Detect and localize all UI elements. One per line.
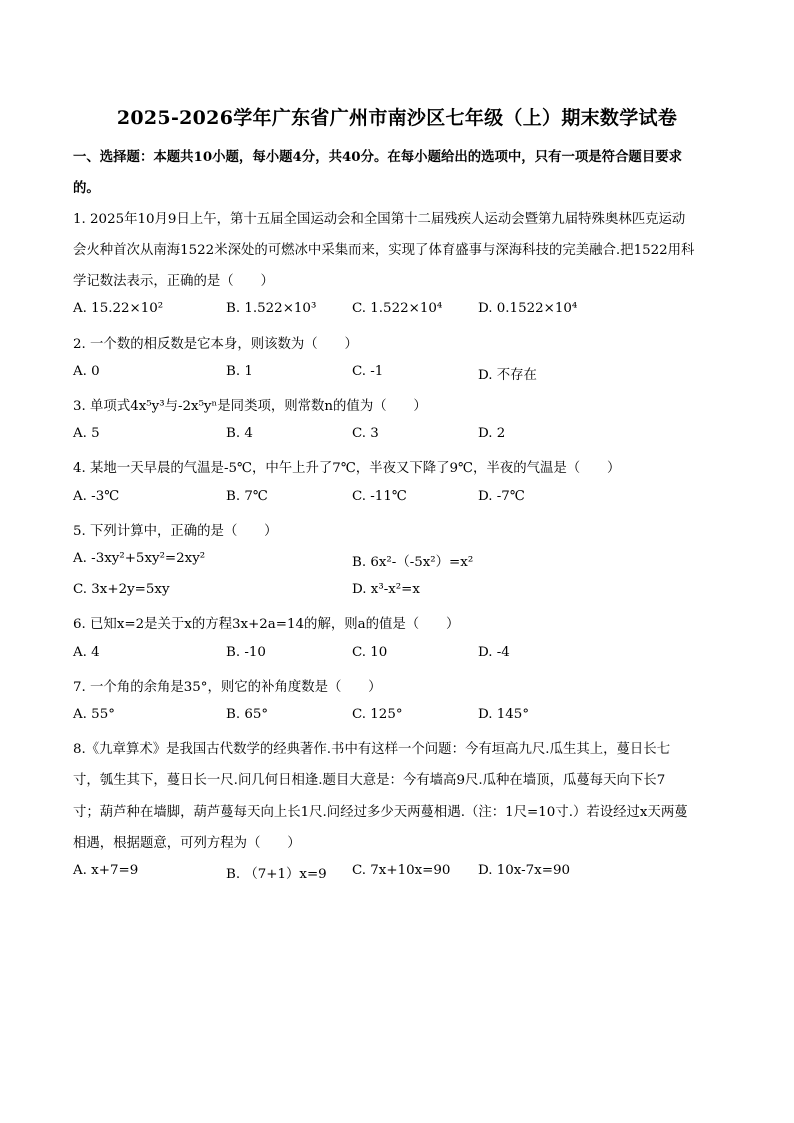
question-8-line-3: 寸；葫芦种在墙脚，葫芦蔓每天向上长1尺.问经过多少天两蔓相遇.（注：1尺=10寸.）若设经过x天两蔓 bbox=[73, 805, 688, 820]
question-2-option-c[interactable]: C. -1 bbox=[352, 364, 384, 379]
question-1-option-d[interactable]: D. 0.1522×10⁴ bbox=[478, 301, 578, 316]
question-4-option-a[interactable]: A. -3℃ bbox=[73, 489, 120, 504]
question-8-line-4: 相遇，根据题意，可列方程为（ ） bbox=[73, 836, 301, 851]
question-3-option-a[interactable]: A. 5 bbox=[73, 426, 100, 441]
question-3-option-c[interactable]: C. 3 bbox=[352, 426, 379, 441]
question-1-option-b[interactable]: B. 1.522×10³ bbox=[226, 301, 317, 316]
exam-title: 2025-2026学年广东省广州市南沙区七年级（上）期末数学试卷 bbox=[116, 107, 678, 129]
question-6-option-d[interactable]: D. -4 bbox=[478, 645, 510, 660]
section-heading-line-2: 的。 bbox=[73, 180, 100, 196]
question-8-option-b[interactable]: B. （7+1）x=9 bbox=[226, 867, 327, 882]
question-8-option-c[interactable]: C. 7x+10x=90 bbox=[352, 863, 451, 878]
question-7-option-b[interactable]: B. 65° bbox=[226, 707, 269, 722]
question-3-stem: 3. 单项式4x⁵y³与-2x⁵yⁿ是同类项，则常数n的值为（ ） bbox=[73, 399, 427, 414]
question-6-option-b[interactable]: B. -10 bbox=[226, 645, 266, 660]
question-2-option-d[interactable]: D. 不存在 bbox=[478, 368, 537, 383]
question-5-option-a[interactable]: A. -3xy²+5xy²=2xy² bbox=[73, 551, 206, 566]
question-1-option-c[interactable]: C. 1.522×10⁴ bbox=[352, 301, 443, 316]
question-5-stem: 5. 下列计算中，正确的是（ ） bbox=[73, 524, 278, 539]
question-4-option-c[interactable]: C. -11℃ bbox=[352, 489, 407, 504]
question-5-option-d[interactable]: D. x³-x²=x bbox=[352, 582, 420, 597]
question-2-option-b[interactable]: B. 1 bbox=[226, 364, 253, 379]
question-7-option-c[interactable]: C. 125° bbox=[352, 707, 403, 722]
section-heading-line-1: 一、选择题：本题共10小题，每小题4分，共40分。在每小题给出的选项中，只有一项是符合题目要求 bbox=[73, 149, 682, 165]
question-4-option-b[interactable]: B. 7℃ bbox=[226, 489, 268, 504]
question-7-stem: 7. 一个角的余角是35°，则它的补角度数是（ ） bbox=[73, 680, 382, 695]
question-6-option-a[interactable]: A. 4 bbox=[73, 645, 100, 660]
question-8-line-1: 8.《九章算术》是我国古代数学的经典著作.书中有这样一个问题：今有垣高九尺.瓜生其上，蔓日长七 bbox=[73, 742, 671, 757]
question-2-stem: 2. 一个数的相反数是它本身，则该数为（ ） bbox=[73, 337, 358, 352]
question-6-option-c[interactable]: C. 10 bbox=[352, 645, 388, 660]
question-1-line-2: 会火种首次从南海1522米深处的可燃冰中采集而来，实现了体育盛事与深海科技的完美融合.把1522用科 bbox=[73, 243, 695, 258]
question-3-option-b[interactable]: B. 4 bbox=[226, 426, 253, 441]
question-5-option-c[interactable]: C. 3x+2y=5xy bbox=[73, 582, 170, 597]
question-4-stem: 4. 某地一天早晨的气温是-5℃，中午上升了7℃，半夜又下降了9℃，半夜的气温是（ ） bbox=[73, 461, 621, 476]
question-3-option-d[interactable]: D. 2 bbox=[478, 426, 506, 441]
question-7-option-d[interactable]: D. 145° bbox=[478, 707, 530, 722]
question-1-line-3: 学记数法表示，正确的是（ ） bbox=[73, 274, 274, 289]
question-4-option-d[interactable]: D. -7℃ bbox=[478, 489, 525, 504]
question-2-option-a[interactable]: A. 0 bbox=[73, 364, 100, 379]
question-6-stem: 6. 已知x=2是关于x的方程3x+2a=14的解，则a的值是（ ） bbox=[73, 617, 460, 632]
question-8-option-d[interactable]: D. 10x-7x=90 bbox=[478, 863, 570, 878]
question-7-option-a[interactable]: A. 55° bbox=[73, 707, 115, 722]
question-8-line-2: 寸，瓠生其下，蔓日长一尺.问几何日相逢.题目大意是：今有墙高9尺.瓜种在墙顶，瓜蔓每天向下长7 bbox=[73, 773, 666, 788]
question-1-option-a[interactable]: A. 15.22×10² bbox=[73, 301, 164, 316]
question-1-line-1: 1. 2025年10月9日上午，第十五届全国运动会和全国第十二届残疾人运动会暨第九届特殊奥林匹克运动 bbox=[73, 212, 686, 227]
question-8-option-a[interactable]: A. x+7=9 bbox=[73, 863, 139, 878]
question-5-option-b[interactable]: B. 6x²-（-5x²）=x² bbox=[352, 555, 474, 570]
